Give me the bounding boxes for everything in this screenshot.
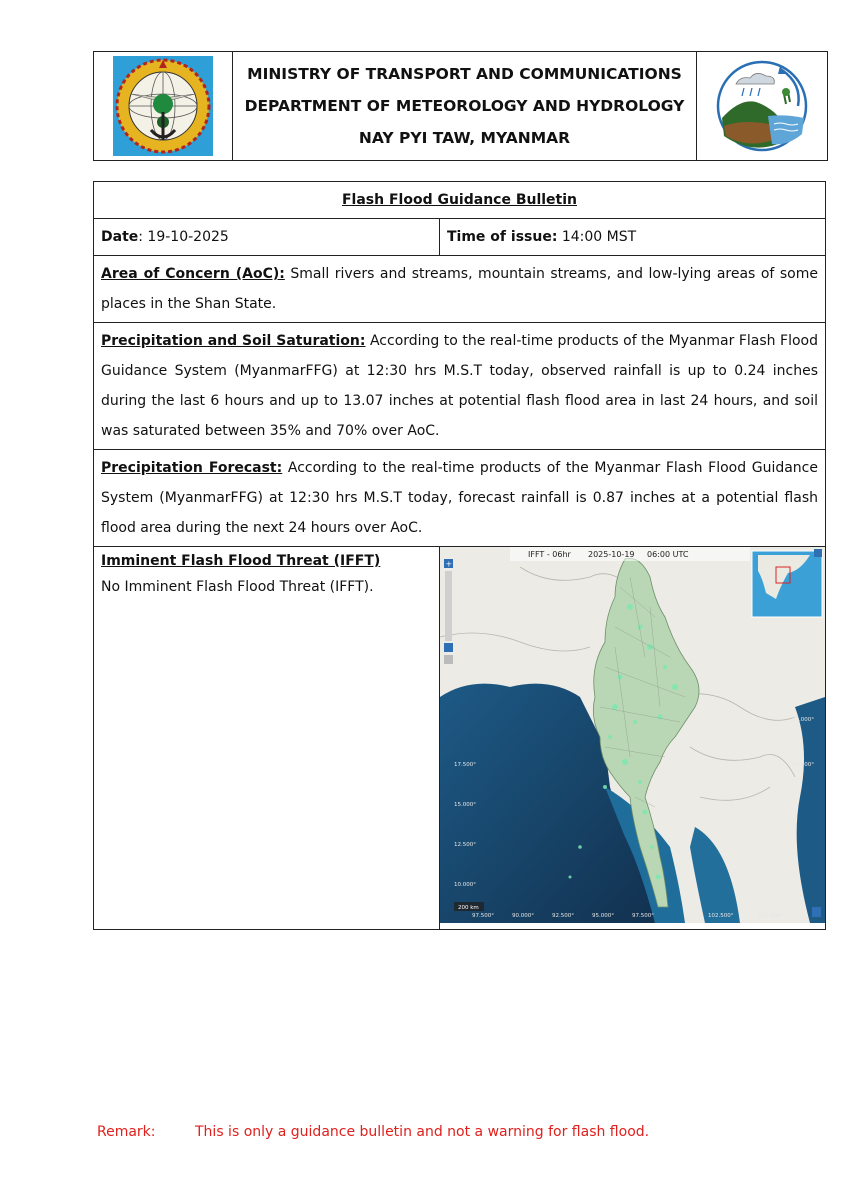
- ministry-name: MINISTRY OF TRANSPORT AND COMMUNICATIONS: [247, 65, 682, 83]
- pss-label: Precipitation and Soil Saturation:: [101, 333, 366, 349]
- lat-label-right: 20.000°: [792, 717, 814, 723]
- ifft-map: [440, 547, 825, 923]
- area-of-concern-cell: [94, 256, 826, 323]
- lon-label: 90.000°: [512, 913, 534, 919]
- location: NAY PYI TAW, MYANMAR: [358, 129, 571, 147]
- ministry-emblem-icon: [111, 54, 215, 158]
- bulletin-table: [93, 181, 826, 930]
- department-name: DEPARTMENT OF METEOROLOGY AND HYDROLOGY: [244, 97, 685, 115]
- time-cell: [440, 219, 826, 256]
- date-label: Date: [101, 229, 139, 245]
- map-zoom-out-button[interactable]: [444, 643, 453, 652]
- aoc-label: Area of Concern (AoC):: [101, 266, 285, 282]
- remark-label: Remark:: [97, 1124, 156, 1140]
- ifft-label: Imminent Flash Flood Threat (IFFT): [101, 553, 381, 569]
- map-scale-label: 200 km: [458, 905, 479, 911]
- bulletin-title: Flash Flood Guidance Bulletin: [94, 182, 826, 219]
- map-time-label: 06:00 UTC: [647, 550, 689, 559]
- document-header: [93, 51, 828, 161]
- lat-label: 12.500°: [454, 842, 476, 848]
- lon-label: 97.500°: [632, 913, 654, 919]
- pf-text: According to the real-time products of the Myanmar Flash Flood Guidance System (MyanmarFFG) at 12:30 hrs M.S.T today, forecast rainfall is 0.87 inches at a potential flash flood area during the next 24 hours over AoC.: [101, 460, 818, 536]
- map-product-label: IFFT - 06hr: [528, 550, 571, 559]
- map-zoom-slider[interactable]: [445, 571, 452, 641]
- header-title-block: [233, 52, 696, 160]
- date-value: : 19-10-2025: [138, 229, 229, 245]
- pss-text: According to the real-time products of the Myanmar Flash Flood Guidance System (MyanmarFFG) at 12:30 hrs M.S.T today, observed rainfall is up to 0.24 inches during the last 6 hours and up to 13.07 inches at potential flash flood area in last 24 hours, and soil was saturated between 35% and 70% over AoC.: [101, 333, 818, 439]
- map-reset-button[interactable]: [444, 655, 453, 664]
- aoc-text: Small rivers and streams, mountain streams, and low-lying areas of some places in the Shan State.: [101, 266, 818, 312]
- lat-label: 10.000°: [454, 882, 476, 888]
- svg-text:+: +: [445, 559, 453, 569]
- ifft-map-svg: [440, 547, 825, 923]
- time-value: 14:00 MST: [557, 229, 637, 245]
- hydrology-cycle-icon: [710, 54, 814, 158]
- remark: [97, 1124, 649, 1140]
- ministry-emblem-cell: [94, 52, 233, 160]
- map-date-label: 2025-10-19: [588, 550, 635, 559]
- lon-label: 102.500°: [708, 913, 734, 919]
- hydrology-logo-cell: [696, 52, 827, 160]
- lon-label: 105.000°: [758, 913, 784, 919]
- ifft-text: No Imminent Flash Flood Threat (IFFT).: [101, 579, 374, 595]
- lat-label: 17.500°: [454, 762, 476, 768]
- ifft-cell: [94, 547, 440, 930]
- lon-label: 97.500°: [472, 913, 494, 919]
- lon-label: 95.000°: [592, 913, 614, 919]
- map-info-button[interactable]: [812, 907, 821, 917]
- ifft-map-cell: [440, 547, 826, 930]
- precip-forecast-cell: [94, 450, 826, 547]
- date-cell: [94, 219, 440, 256]
- precip-soil-cell: [94, 323, 826, 450]
- map-expand-button[interactable]: [814, 549, 822, 557]
- remark-text: This is only a guidance bulletin and not a warning for flash flood.: [195, 1124, 650, 1140]
- time-label: Time of issue:: [447, 229, 558, 245]
- lat-label: 15.000°: [454, 802, 476, 808]
- lon-label: 92.500°: [552, 913, 574, 919]
- lat-label-right: 17.500°: [792, 762, 814, 768]
- pf-label: Precipitation Forecast:: [101, 460, 283, 476]
